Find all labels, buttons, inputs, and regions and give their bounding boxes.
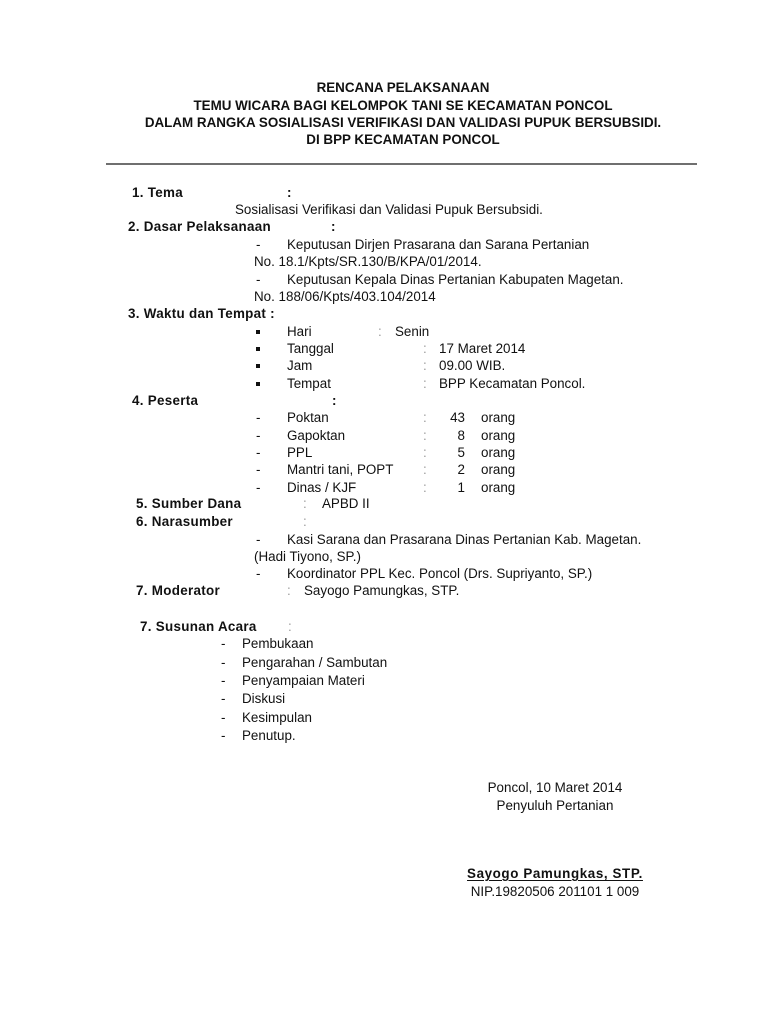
colon: :	[423, 410, 427, 425]
participant-count: 8	[457, 428, 465, 443]
colon: :	[303, 514, 307, 529]
dash: -	[221, 710, 226, 725]
agenda-item: Diskusi	[242, 691, 286, 706]
section-label: 7. Susunan Acara	[140, 619, 257, 634]
colon: :	[423, 462, 427, 477]
colon: :	[423, 445, 427, 460]
field-key: Tempat	[287, 376, 331, 391]
signatory-nip: NIP.19820506 201101 1 009	[470, 884, 640, 899]
signatory-name: Sayogo Pamungkas, STP.	[467, 866, 643, 881]
list-item-continuation: No. 188/06/Kpts/403.104/2014	[254, 289, 436, 304]
section-label: 6. Narasumber	[136, 514, 233, 529]
section-label: 3. Waktu dan Tempat :	[128, 306, 275, 321]
list-item-continuation: No. 18.1/Kpts/SR.130/B/KPA/01/2014.	[254, 254, 482, 269]
dash: -	[256, 445, 261, 460]
bullet-icon	[256, 382, 260, 386]
section-value: Sayogo Pamungkas, STP.	[304, 583, 460, 598]
colon: :	[423, 480, 427, 495]
colon: :	[303, 496, 307, 511]
field-key: Hari	[287, 324, 312, 339]
dash: -	[221, 673, 226, 688]
participant-count: 1	[457, 480, 465, 495]
header-line-2: TEMU WICARA BAGI KELOMPOK TANI SE KECAMATAN PONCOL	[193, 98, 613, 113]
participant-group: Dinas / KJF	[287, 480, 357, 495]
agenda-item: Penyampaian Materi	[242, 673, 365, 688]
participant-count: 5	[457, 445, 465, 460]
bullet-icon	[256, 364, 260, 368]
dash: -	[221, 655, 226, 670]
section-label: 7. Moderator	[136, 583, 220, 598]
field-value: BPP Kecamatan Poncol.	[439, 376, 586, 391]
header-divider	[106, 163, 697, 165]
section-value: Sosialisasi Verifikasi dan Validasi Pupuk Bersubsidi.	[235, 202, 543, 217]
speaker: Koordinator PPL Kec. Poncol (Drs. Supriyanto, SP.)	[287, 566, 593, 581]
header-line-4: DI BPP KECAMATAN PONCOL	[306, 132, 500, 147]
participant-group: Gapoktan	[287, 428, 346, 443]
section-value: APBD II	[322, 496, 370, 511]
agenda-item: Kesimpulan	[242, 710, 312, 725]
field-value: 09.00 WIB.	[439, 358, 506, 373]
participant-group: Poktan	[287, 410, 329, 425]
colon: :	[287, 185, 292, 200]
participant-unit: orang	[481, 410, 516, 425]
colon: :	[287, 583, 291, 598]
header-line-3: DALAM RANGKA SOSIALISASI VERIFIKASI DAN VALIDASI PUPUK BERSUBSIDI.	[144, 115, 662, 130]
section-label: 1. Tema	[132, 185, 183, 200]
colon: :	[378, 324, 382, 339]
colon: :	[423, 358, 427, 373]
header-line-1: RENCANA PELAKSANAAN	[316, 80, 490, 95]
section-label: 4. Peserta	[132, 393, 199, 408]
agenda-item: Pengarahan / Sambutan	[242, 655, 388, 670]
agenda-item: Pembukaan	[242, 636, 314, 651]
field-key: Tanggal	[287, 341, 334, 356]
signatory-role: Penyuluh Pertanian	[496, 798, 614, 813]
section-label: 5. Sumber Dana	[136, 496, 242, 511]
speaker-name: (Hadi Tiyono, SP.)	[254, 549, 361, 564]
dash: -	[256, 428, 261, 443]
dash: -	[256, 532, 261, 547]
dash: -	[256, 480, 261, 495]
participant-unit: orang	[481, 428, 516, 443]
list-item: Keputusan Kepala Dinas Pertanian Kabupaten Magetan.	[287, 272, 624, 287]
dash: -	[256, 566, 261, 581]
colon: :	[331, 219, 336, 234]
dash: -	[256, 462, 261, 477]
colon: :	[423, 376, 427, 391]
colon: :	[423, 341, 427, 356]
dash: -	[256, 410, 261, 425]
dash: -	[221, 691, 226, 706]
colon: :	[423, 428, 427, 443]
dash: -	[221, 728, 226, 743]
dash: -	[256, 237, 261, 252]
colon: :	[288, 619, 292, 634]
list-item: Keputusan Dirjen Prasarana dan Sarana Pertanian	[287, 237, 590, 252]
bullet-icon	[256, 347, 260, 351]
bullet-icon	[256, 330, 260, 334]
field-key: Jam	[287, 358, 313, 373]
dash: -	[221, 636, 226, 651]
field-value: Senin	[395, 324, 430, 339]
dash: -	[256, 272, 261, 287]
participant-group: PPL	[287, 445, 313, 460]
field-value: 17 Maret 2014	[439, 341, 526, 356]
participant-group: Mantri tani, POPT	[287, 462, 394, 477]
colon: :	[332, 393, 337, 408]
section-label: 2. Dasar Pelaksanaan	[128, 219, 271, 234]
speaker: Kasi Sarana dan Prasarana Dinas Pertanian Kab. Magetan.	[287, 532, 642, 547]
participant-count: 43	[450, 410, 465, 425]
participant-unit: orang	[481, 480, 516, 495]
agenda-item: Penutup.	[242, 728, 296, 743]
participant-unit: orang	[481, 445, 516, 460]
place-date: Poncol, 10 Maret 2014	[487, 780, 623, 795]
participant-count: 2	[457, 462, 465, 477]
participant-unit: orang	[481, 462, 516, 477]
